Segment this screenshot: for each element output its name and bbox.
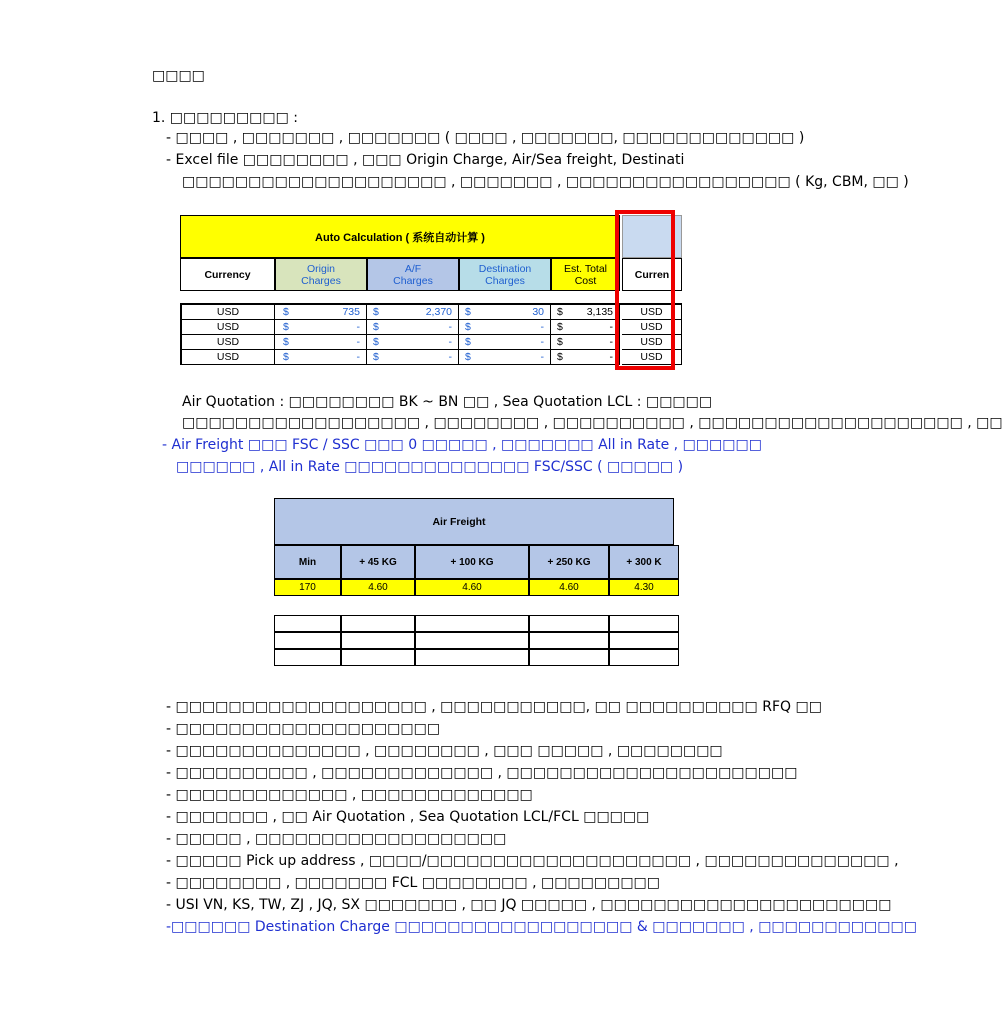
- calc-cell-origin: -: [295, 350, 367, 365]
- calc-cell-dest: -: [479, 350, 551, 365]
- calc-cell-currency: USD: [180, 335, 275, 350]
- af-empty-cell: [341, 615, 415, 632]
- af-empty-cell: [274, 615, 341, 632]
- quotation-line-2: □□□□□□□□□□□□□□□□□□ , □□□□□□□□ , □□□□□□□□□□ , □□□□□□□□□□□□□□□□□□□□ , □□: [182, 415, 1003, 431]
- af-header-100kg: + 100 KG: [415, 545, 529, 579]
- calc-cell-origin-sym: $: [275, 335, 295, 350]
- calc-cell-dest: -: [479, 335, 551, 350]
- section-line-1: - □□□□ , □□□□□□□ , □□□□□□□ ( □□□□ , □□□□□□□, □□□□□□□□□□□□□ ): [166, 130, 805, 146]
- af-empty-cell: [274, 632, 341, 649]
- air-freight-note-2: □□□□□□ , All in Rate □□□□□□□□□□□□□□ FSC/SSC ( □□□□□ ): [176, 459, 684, 475]
- calc-cell-total-sym: $: [551, 335, 571, 350]
- bullet-item: - □□□□□□□□□□□□□ , □□□□□□□□□□□□□: [166, 787, 533, 803]
- af-value-100kg: 4.60: [415, 579, 529, 596]
- af-empty-cell: [609, 615, 679, 632]
- header-origin: Origin Charges: [275, 258, 367, 291]
- calc-cell-cur2: USD: [622, 320, 682, 335]
- bullet-item: - □□□□□□□ , □□ Air Quotation , Sea Quotation LCL/FCL □□□□□: [166, 809, 650, 825]
- calc-cell-cur2: USD: [622, 305, 682, 320]
- calc-cell-af: -: [387, 335, 459, 350]
- af-value-min: 170: [274, 579, 341, 596]
- af-empty-cell: [529, 615, 609, 632]
- header-af: A/F Charges: [367, 258, 459, 291]
- af-empty-cell: [529, 632, 609, 649]
- af-empty-cell: [341, 649, 415, 666]
- header-currency: Currency: [180, 258, 275, 291]
- bullet-item: - USI VN, KS, TW, ZJ , JQ, SX □□□□□□□ , □□ JQ □□□□□ , □□□□□□□□□□□□□□□□□□□□□□: [166, 897, 892, 913]
- af-empty-cell: [529, 649, 609, 666]
- calc-cell-dest-sym: $: [459, 335, 479, 350]
- calc-cell-af: -: [387, 320, 459, 335]
- calc-cell-origin-sym: $: [275, 305, 295, 320]
- af-header-min: Min: [274, 545, 341, 579]
- calc-cell-total: -: [571, 335, 620, 350]
- calc-cell-dest-sym: $: [459, 350, 479, 365]
- calc-cell-total-sym: $: [551, 350, 571, 365]
- auto-calc-banner: Auto Calculation ( 系统自动计算 ): [180, 215, 620, 258]
- af-value-250kg: 4.60: [529, 579, 609, 596]
- destination-charge-note: -□□□□□□ Destination Charge □□□□□□□□□□□□□□□□□□ & □□□□□□□ , □□□□□□□□□□□□: [166, 919, 917, 935]
- calc-cell-origin-sym: $: [275, 350, 295, 365]
- af-empty-cell: [341, 632, 415, 649]
- calc-cell-af: 2,370: [387, 305, 459, 320]
- af-header-250kg: + 250 KG: [529, 545, 609, 579]
- af-value-45kg: 4.60: [341, 579, 415, 596]
- calc-cell-af-sym: $: [367, 335, 387, 350]
- header-destination: Destination Charges: [459, 258, 551, 291]
- calc-cell-origin: -: [295, 320, 367, 335]
- section-line-2: - Excel file □□□□□□□□ , □□□ Origin Charge, Air/Sea freight, Destinati: [166, 152, 685, 168]
- quotation-line-1: Air Quotation : □□□□□□□□ BK ~ BN □□ , Sea Quotation LCL : □□□□□: [182, 394, 713, 410]
- air-freight-title: Air Freight: [274, 498, 674, 545]
- af-empty-cell: [609, 649, 679, 666]
- calc-cell-total-sym: $: [551, 320, 571, 335]
- air-freight-note-1: - Air Freight □□□ FSC / SSC □□□ 0 □□□□□ , □□□□□□□ All in Rate , □□□□□□: [162, 437, 762, 453]
- calc-cell-total: -: [571, 350, 620, 365]
- calc-cell-origin-sym: $: [275, 320, 295, 335]
- bullet-item: - □□□□□ Pick up address , □□□□/□□□□□□□□□□□□□□□□□□□□ , □□□□□□□□□□□□□□ ,: [166, 853, 899, 869]
- bullet-item: - □□□□□□□□ , □□□□□□□ FCL □□□□□□□□ , □□□□□□□□□: [166, 875, 661, 891]
- calc-cell-dest-sym: $: [459, 320, 479, 335]
- bullet-item: - □□□□□ , □□□□□□□□□□□□□□□□□□□: [166, 831, 507, 847]
- calc-cell-currency: USD: [180, 305, 275, 320]
- calc-cell-origin: -: [295, 335, 367, 350]
- calc-cell-currency: USD: [180, 320, 275, 335]
- af-empty-cell: [415, 615, 529, 632]
- calc-cell-af-sym: $: [367, 320, 387, 335]
- af-empty-cell: [415, 649, 529, 666]
- section-line-3: □□□□□□□□□□□□□□□□□□□□ , □□□□□□□ , □□□□□□□□□□□□□□□□□ ( Kg, CBM, □□ ): [182, 174, 909, 190]
- bullet-item: - □□□□□□□□□□□□□□□□□□□ , □□□□□□□□□□□, □□ □□□□□□□□□□ RFQ □□: [166, 699, 822, 715]
- calc-cell-total: -: [571, 320, 620, 335]
- calc-cell-af-sym: $: [367, 305, 387, 320]
- af-empty-cell: [274, 649, 341, 666]
- header-total: Est. Total Cost: [551, 258, 620, 291]
- bullet-item: - □□□□□□□□□□□□□□ , □□□□□□□□ , □□□ □□□□□ , □□□□□□□□: [166, 743, 723, 759]
- calc-cell-af: -: [387, 350, 459, 365]
- af-empty-cell: [609, 632, 679, 649]
- page-heading: □□□□: [152, 68, 205, 84]
- calc-cell-cur2: USD: [622, 335, 682, 350]
- calc-cell-total-sym: $: [551, 305, 571, 320]
- af-header-45kg: + 45 KG: [341, 545, 415, 579]
- af-value-300kg: 4.30: [609, 579, 679, 596]
- section-title: 1. □□□□□□□□□ :: [152, 110, 299, 126]
- calc-cell-af-sym: $: [367, 350, 387, 365]
- header-currency-2: Curren: [622, 258, 682, 291]
- bullet-item: - □□□□□□□□□□□□□□□□□□□□: [166, 721, 441, 737]
- calc-cell-origin: 735: [295, 305, 367, 320]
- bullet-item: - □□□□□□□□□□ , □□□□□□□□□□□□□ , □□□□□□□□□□□□□□□□□□□□□□: [166, 765, 798, 781]
- calc-cell-total: 3,135: [571, 305, 620, 320]
- highlight-box: [615, 210, 675, 370]
- calc-cell-dest: -: [479, 320, 551, 335]
- calc-cell-cur2: USD: [622, 350, 682, 365]
- calc-cell-dest: 30: [479, 305, 551, 320]
- af-header-300kg: + 300 K: [609, 545, 679, 579]
- af-empty-cell: [415, 632, 529, 649]
- calc-cell-currency: USD: [180, 350, 275, 365]
- calc-cell-dest-sym: $: [459, 305, 479, 320]
